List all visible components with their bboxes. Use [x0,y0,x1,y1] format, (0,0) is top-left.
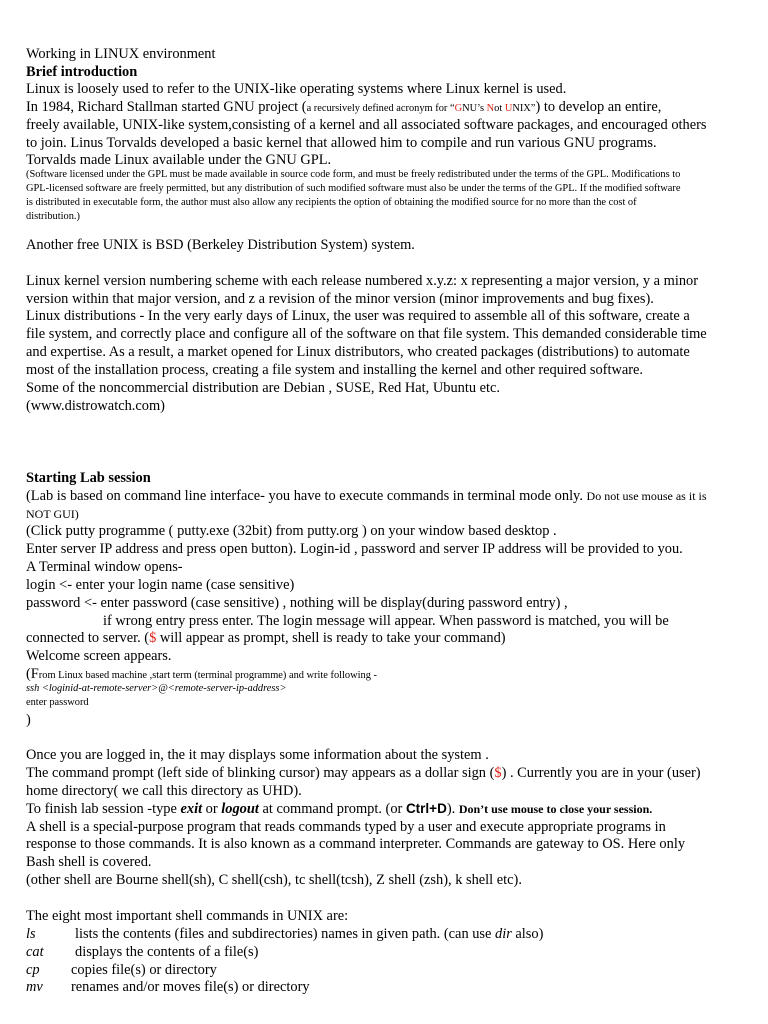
shell-line-3: home directory( we call this directory as UHD). [26,783,302,799]
bsd-line: Another free UNIX is BSD (Berkeley Distribution System) system. [26,237,415,253]
distro-line-1: Linux distributions - In the very early days of Linux, the user was required to assemble all of this software, create a [26,308,690,324]
distrowatch-link: (www.distrowatch.com) [26,398,165,414]
document-heading: Working in LINUX environment [26,46,216,62]
gpl-note-line-2: GPL-licensed software are freely permitted, but any distribution of such modified software must also be under the terms of the GPL. If the modified software [26,183,681,194]
ssh-command-line: ssh <loginid-at-remote-server>@<remote-server-ip-address> [26,683,287,694]
closing-paren-line: ) [26,712,31,728]
gpl-note-line-1: (Software licensed under the GPL must be made available in source code form, and must be freely redistributed under the terms of the GPL. Modifications to [26,169,681,180]
lab-line-5: A Terminal window opens- [26,559,183,575]
lab-line-password: password <- enter password (case sensitive) , nothing will be display(during password entry) , [26,595,568,611]
lab-line-11: (From Linux based machine ,start term (terminal programme) and write following - [26,666,377,682]
command-name: cp [26,962,40,978]
shell-line-8: (other shell are Bourne shell(sh), C shell(csh), tc shell(tcsh), Z shell (zsh), k shell etc). [26,872,522,888]
kernel-line-1: Linux kernel version numbering scheme with each release numbered x.y.z: x representing a major version, y a minor [26,273,699,289]
shell-line-5: A shell is a special-purpose program that reads commands typed by a user and execute appropriate programs in [26,819,666,835]
intro-line-3: freely available, UNIX-like system,consisting of a kernel and all associated software packages, and encouraged others [26,117,707,133]
distro-line-4: most of the installation process, creating a file system and installing the kernel and other required software. [26,362,644,378]
intro-title: Brief introduction [26,64,138,80]
shell-line-2: The command prompt (left side of blinking cursor) may appears as a dollar sign ($) . Currently you are in your (user) [26,765,701,781]
shell-line-4: To finish lab session -type exit or logout at command prompt. (or Ctrl+D). Don’t use mouse to close your session. [26,801,653,817]
lab-line-2: NOT GUI) [26,507,79,521]
command-description: displays the contents of a file(s) [75,944,259,960]
enter-password-line: enter password [26,697,89,708]
shell-line-6: response to those commands. It is also known as a command interpreter. Commands are gateway to OS. Here only [26,836,686,852]
lab-line-10: Welcome screen appears. [26,648,172,664]
intro-line-5: Torvalds made Linux available under the GNU GPL. [26,152,332,168]
distro-line-3: and expertise. As a result, a market opened for Linux distributors, who created packages (distributions) to automate [26,344,690,360]
kernel-line-2: version within that major version, and z a revision of the minor version (minor improvements and bug fixes). [26,291,654,307]
distro-line-5: Some of the noncommercial distribution are Debian , SUSE, Red Hat, Ubuntu etc. [26,380,500,396]
lab-line-4: Enter server IP address and press open button). Login-id , password and server IP address will be provided to you. [26,541,683,557]
intro-line-1: Linux is loosely used to refer to the UNIX-like operating systems where Linux kernel is used. [26,81,567,97]
lab-line-8: if wrong entry press enter. The login message will appear. When password is matched, you will be [103,613,669,629]
intro-line-4: to join. Linus Torvalds developed a basic kernel that allowed him to compile and run various GNU programs. [26,135,657,151]
command-description: copies file(s) or directory [71,962,217,978]
gpl-note-line-4: distribution.) [26,211,80,222]
command-name: ls [26,926,36,942]
lab-line-9: connected to server. ($ will appear as prompt, shell is ready to take your command) [26,630,506,646]
command-name: mv [26,979,43,995]
command-description: lists the contents (files and subdirectories) names in given path. (can use dir also) [75,926,544,942]
command-name: cat [26,944,44,960]
lab-title: Starting Lab session [26,470,151,486]
command-description: renames and/or moves file(s) or directory [71,979,310,995]
lab-line-1: (Lab is based on command line interface- you have to execute commands in terminal mode only. Do not use mouse as it is [26,488,707,504]
distro-line-2: file system, and correctly place and configure all of the software on that file system. This demanded considerable time [26,326,707,342]
intro-line-2: In 1984, Richard Stallman started GNU project (a recursively defined acronym for “GNU’s Not UNIX”) to develop an entire, [26,99,662,115]
commands-intro: The eight most important shell commands in UNIX are: [26,908,349,924]
gpl-note-line-3: is distributed in executable form, the author must also allow any recipients the option of obtaining the modified source for no more than the cost of [26,197,637,208]
lab-line-login: login <- enter your login name (case sensitive) [26,577,295,593]
shell-line-7: Bash shell is covered. [26,854,152,870]
lab-line-3: (Click putty programme ( putty.exe (32bit) from putty.org ) on your window based desktop . [26,523,557,539]
shell-line-1: Once you are logged in, the it may displays some information about the system . [26,747,489,763]
